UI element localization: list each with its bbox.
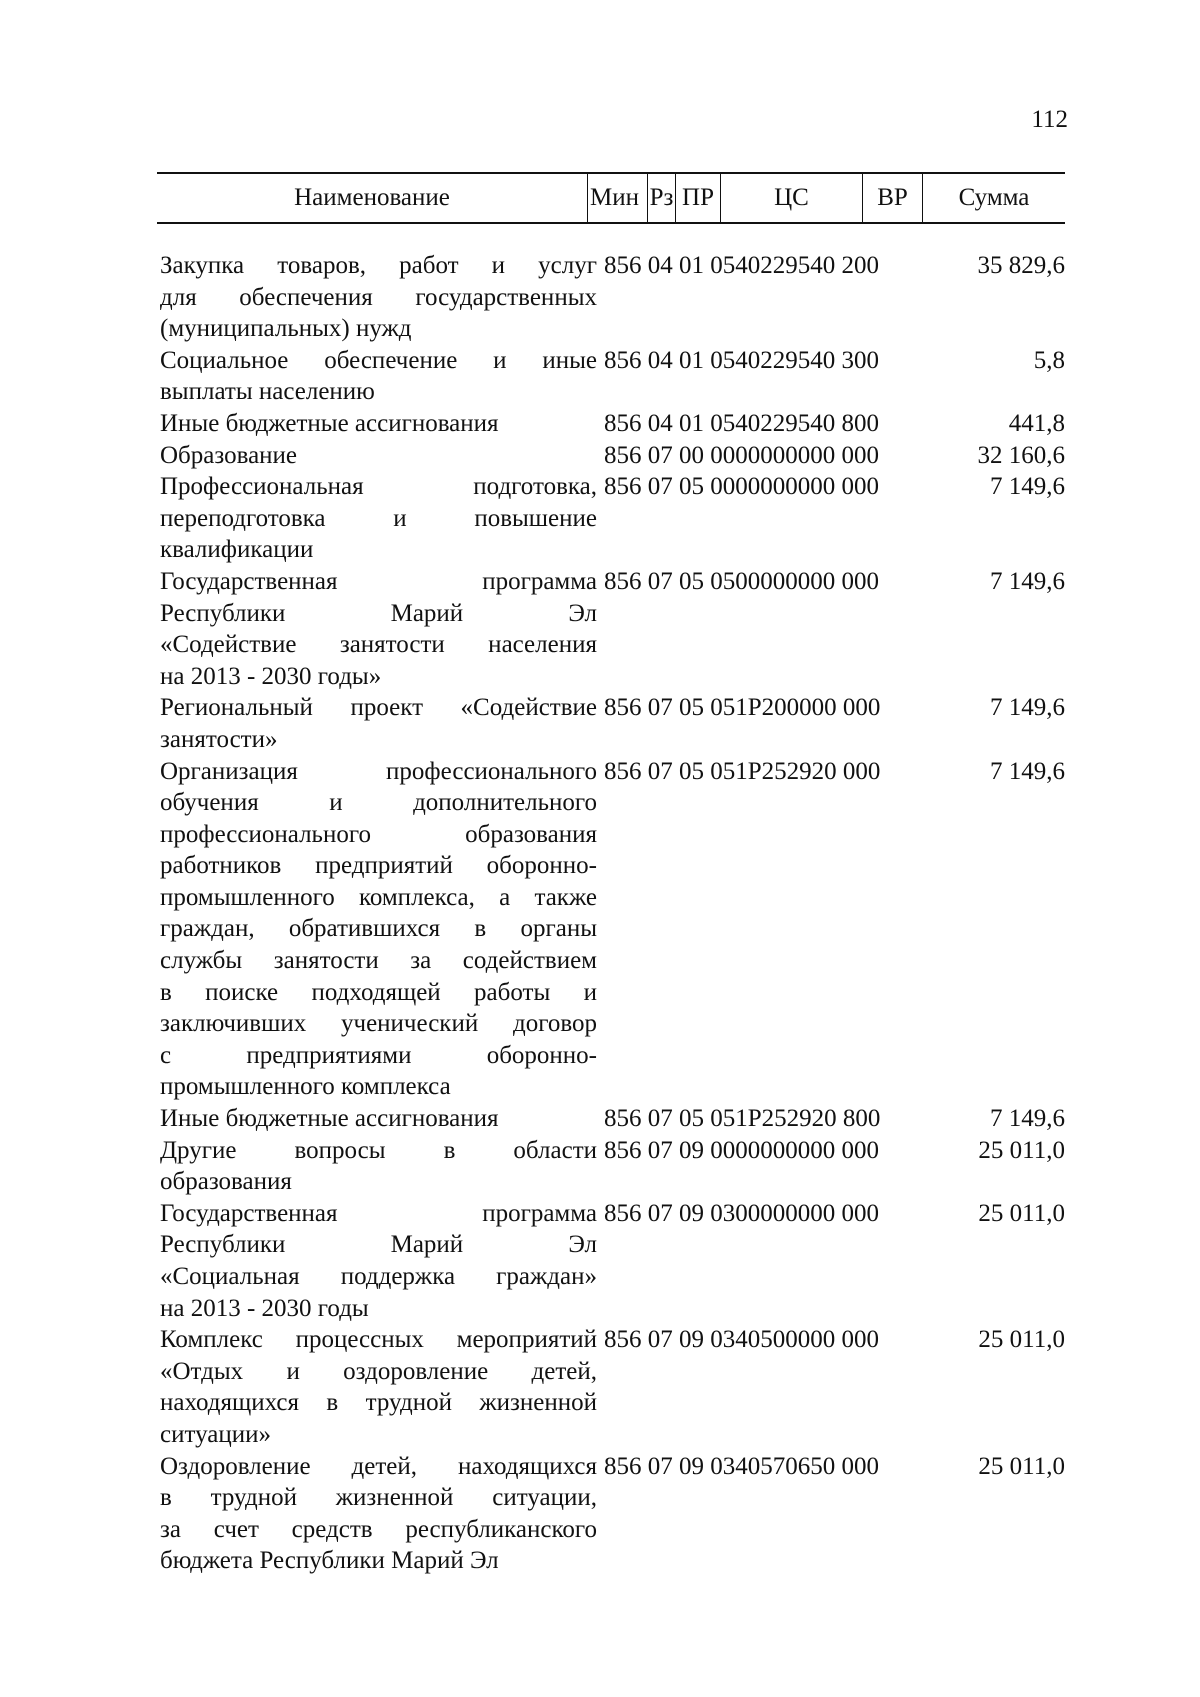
row-name — [160, 345, 597, 408]
row-sum: 25 011,0 — [978, 1199, 1065, 1227]
row-name — [160, 1135, 597, 1198]
table-row — [160, 566, 1065, 692]
row-sum: 7 149,6 — [990, 1105, 1065, 1133]
row-name-line: Другие вопросы в области — [160, 1136, 597, 1164]
row-name — [160, 1451, 597, 1577]
table-row — [160, 408, 1065, 440]
table-row — [160, 1135, 1065, 1198]
row-sum: 32 160,6 — [977, 441, 1065, 469]
header-min: Мин — [587, 174, 647, 222]
row-name-line: Государственная программа — [160, 567, 597, 595]
row-codes: 856 07 05 0000000000 000 — [604, 473, 879, 501]
header-name: Наименование — [294, 184, 450, 211]
row-name-line: Республики Марий Эл — [160, 1231, 597, 1259]
row-name-line: Оздоровление детей, находящихся — [160, 1452, 597, 1480]
row-name-line: образования — [160, 1168, 292, 1196]
table-row — [160, 756, 1065, 1104]
row-name — [160, 440, 597, 472]
row-name-line: бюджета Республики Марий Эл — [160, 1547, 499, 1575]
row-name-line: для обеспечения государственных — [160, 283, 597, 311]
row-name-line: граждан, обратившихся в органы — [160, 915, 597, 943]
row-name-line: с предприятиями оборонно- — [160, 1041, 597, 1069]
header-cs: ЦС — [720, 174, 862, 222]
row-name-line: Республики Марий Эл — [160, 599, 597, 627]
row-sum: 35 829,6 — [977, 252, 1065, 279]
row-name-line: занятости» — [160, 725, 278, 753]
row-name-line: Региональный проект «Содействие — [160, 694, 597, 722]
row-codes: 856 07 09 0300000000 000 — [604, 1199, 879, 1227]
row-name-line: промышленного комплекса — [160, 1073, 451, 1101]
table-row — [160, 692, 1065, 755]
header-pr: ПР — [675, 174, 720, 222]
table-row — [160, 1103, 1065, 1135]
row-name — [160, 756, 597, 1104]
row-name-line: «Содействие занятости населения — [160, 631, 597, 659]
row-codes: 856 07 05 051P252920 800 — [604, 1105, 881, 1133]
row-codes: 856 07 09 0340570650 000 — [604, 1452, 879, 1480]
row-name-line: «Социальная поддержка граждан» — [160, 1263, 597, 1290]
table-row — [160, 1451, 1065, 1577]
row-name — [160, 692, 597, 755]
row-name-line: Иные бюджетные ассигнования — [160, 1105, 499, 1133]
row-name-line: Профессиональная подготовка, — [160, 473, 597, 501]
row-name-line: квалификации — [160, 536, 314, 564]
table-row — [160, 1198, 1065, 1324]
row-name-line: в трудной жизненной ситуации, — [160, 1484, 597, 1512]
row-sum: 7 149,6 — [990, 694, 1065, 722]
header-vr: ВР — [862, 174, 922, 222]
row-sum: 25 011,0 — [978, 1452, 1065, 1480]
table-row — [160, 471, 1065, 566]
row-name-line: выплаты населению — [160, 378, 375, 406]
row-name-line: Образование — [160, 441, 298, 469]
row-codes: 856 04 01 0540229540 300 — [604, 346, 879, 374]
row-name-line: ситуации» — [160, 1420, 271, 1448]
row-name-line: обучения и дополнительного — [160, 789, 597, 817]
row-name-line: профессионального образования — [160, 820, 597, 848]
header-sum: Сумма — [922, 174, 1065, 222]
row-name-line: Закупка товаров, работ и услуг — [160, 252, 597, 279]
table-row — [160, 250, 1065, 345]
row-name — [160, 250, 597, 345]
row-name-line: Государственная программа — [160, 1199, 597, 1227]
row-name-line: промышленного комплекса, а также — [160, 883, 597, 911]
row-name — [160, 471, 597, 566]
row-name — [160, 1324, 597, 1450]
page-number: 112 — [1031, 106, 1068, 133]
row-sum: 25 011,0 — [978, 1136, 1065, 1164]
row-codes: 856 07 09 0000000000 000 — [604, 1136, 879, 1164]
row-name-line: в поиске подходящей работы и — [160, 978, 597, 1006]
row-name — [160, 1198, 597, 1324]
row-name-line: Организация профессионального — [160, 757, 597, 785]
row-codes: 856 07 09 0340500000 000 — [604, 1326, 879, 1354]
row-codes: 856 07 05 051P200000 000 — [604, 694, 881, 722]
row-name-line: находящихся в трудной жизненной — [160, 1389, 597, 1417]
row-sum: 7 149,6 — [990, 567, 1065, 595]
row-name-line: заключивших ученический договор — [160, 1010, 597, 1038]
row-sum: 7 149,6 — [990, 757, 1065, 785]
row-name-line: переподготовка и повышение — [160, 504, 597, 532]
row-name — [160, 566, 597, 692]
row-name-line: за счет средств республиканского — [160, 1515, 597, 1543]
row-name-line: на 2013 - 2030 годы — [160, 1294, 369, 1322]
row-name-line: Социальное обеспечение и иные — [160, 346, 597, 374]
table-row — [160, 1324, 1065, 1450]
row-sum: 25 011,0 — [978, 1326, 1065, 1354]
row-codes: 856 07 05 0500000000 000 — [604, 567, 879, 595]
row-codes: 856 07 05 051P252920 000 — [604, 757, 881, 785]
table-row — [160, 440, 1065, 472]
row-name-line: Иные бюджетные ассигнования — [160, 409, 499, 437]
row-name-line: Комплекс процессных мероприятий — [160, 1326, 597, 1354]
row-codes: 856 07 00 0000000000 000 — [604, 441, 879, 469]
row-name-line: на 2013 - 2030 годы» — [160, 662, 382, 690]
header-rz: Рз — [647, 174, 675, 222]
row-name-line: службы занятости за содействием — [160, 947, 597, 975]
table-row — [160, 345, 1065, 408]
table-header — [157, 172, 1065, 224]
row-name-line: работников предприятий оборонно- — [160, 852, 597, 880]
row-sum: 7 149,6 — [990, 473, 1065, 501]
row-name — [160, 1103, 597, 1135]
row-name — [160, 408, 597, 440]
table-body — [160, 250, 1065, 1577]
row-name-line: «Отдых и оздоровление детей, — [160, 1357, 597, 1385]
row-name-line: (муниципальных) нужд — [160, 315, 412, 343]
row-codes: 856 04 01 0540229540 200 — [604, 252, 879, 279]
row-codes: 856 04 01 0540229540 800 — [604, 409, 879, 437]
row-sum: 5,8 — [1033, 346, 1065, 374]
row-sum: 441,8 — [1008, 409, 1065, 437]
